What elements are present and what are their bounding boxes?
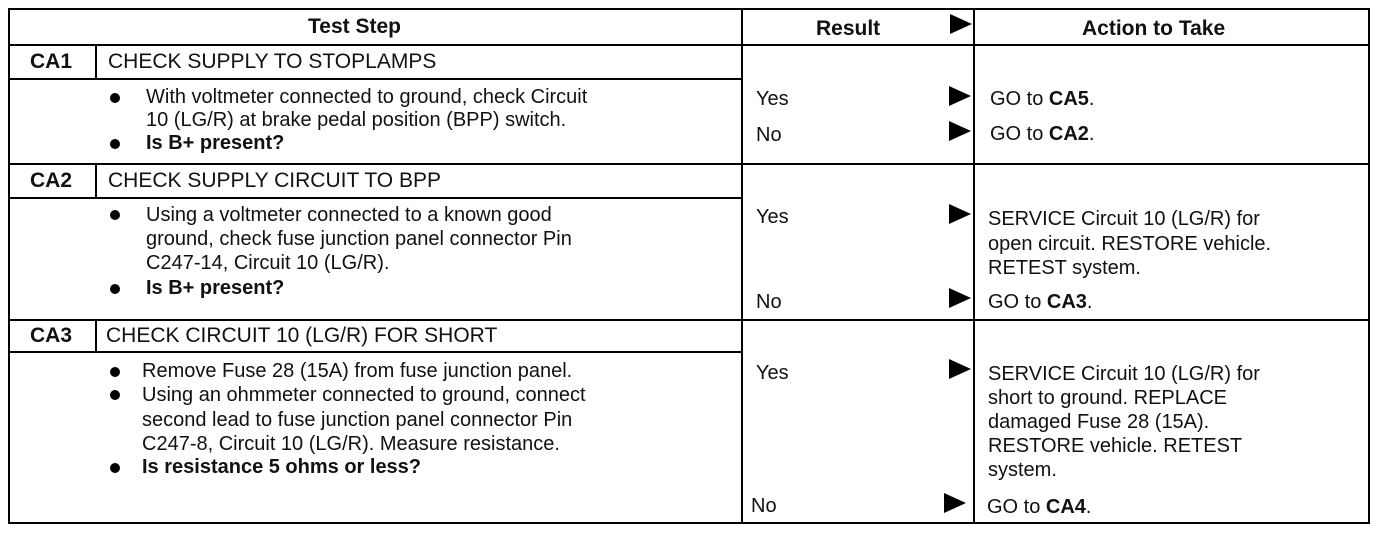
ca2-bullet-1-line-3: C247-14, Circuit 10 (LG/R). [146,252,390,274]
ca3-action-yes-line-3: damaged Fuse 28 (15A). [988,411,1210,433]
ca2-action-no: GO to CA3. [988,291,1093,313]
bullet-icon [110,210,120,220]
ca2-action-yes-line-2: open circuit. RESTORE vehicle. [988,233,1272,255]
bullet-icon [110,390,120,400]
bullet-icon [110,284,120,294]
ca2-bullet-1-line-2: ground, check fuse junction panel connector Pin [146,228,572,250]
bullet-icon [110,367,120,377]
ca1-bullet-1-line-1: With voltmeter connected to ground, check Circuit [146,86,588,108]
ca1-bottom-divider [8,163,1370,165]
header-arrow-icon [950,14,972,34]
arrow-icon [949,86,971,106]
ca3-bullet-2-line-2: second lead to fuse junction panel connector Pin [142,409,573,431]
ca2-title-divider [8,197,743,199]
step-title-ca1: CHECK SUPPLY TO STOPLAMPS [108,50,437,73]
header-result: Result [816,17,881,40]
ca1-bullet-2: Is B+ present? [146,132,285,154]
header-action: Action to Take [1082,17,1226,40]
header-divider [8,44,1370,46]
ca1-action-yes: GO to CA5. [990,88,1095,110]
ca1-title-divider [8,78,743,80]
ca3-action-yes-line-2: short to ground. REPLACE [988,387,1228,409]
ca3-action-yes-line-1: SERVICE Circuit 10 (LG/R) for [988,363,1260,385]
arrow-icon [944,493,966,513]
ca3-title-divider [8,351,743,353]
header-test-step: Test Step [308,15,401,38]
arrow-icon [949,288,971,308]
ca1-bullet-1-line-2: 10 (LG/R) at brake pedal position (BPP) switch. [146,109,567,131]
ca3-id-divider [95,319,97,351]
ca2-action-yes-line-3: RETEST system. [988,257,1141,279]
ca3-action-no: GO to CA4. [987,496,1092,518]
ca2-action-yes-line-1: SERVICE Circuit 10 (LG/R) for [988,208,1260,230]
step-title-ca2: CHECK SUPPLY CIRCUIT TO BPP [108,169,441,192]
step-title-ca3: CHECK CIRCUIT 10 (LG/R) FOR SHORT [106,324,498,347]
ca1-result-no: No [756,124,782,146]
arrow-icon [949,204,971,224]
step-id-ca3: CA3 [30,324,73,347]
ca3-action-yes-line-4: RESTORE vehicle. RETEST [988,435,1243,457]
ca1-id-divider [95,44,97,78]
step-id-ca1: CA1 [30,50,73,73]
ca3-bullet-3: Is resistance 5 ohms or less? [142,456,422,478]
ca2-bottom-divider [8,319,1370,321]
ca2-result-no: No [756,291,782,313]
ca3-action-yes-line-5: system. [988,459,1057,481]
ca3-result-yes: Yes [756,362,789,384]
ca2-id-divider [95,163,97,197]
arrow-icon [949,121,971,141]
step-id-ca2: CA2 [30,169,73,192]
ca3-bullet-2-line-3: C247-8, Circuit 10 (LG/R). Measure resistance. [142,433,560,455]
ca3-bullet-2-line-1: Using an ohmmeter connected to ground, connect [142,384,586,406]
action-column-divider [973,8,975,524]
ca3-result-no: No [751,495,777,517]
ca1-action-no: GO to CA2. [990,123,1095,145]
ca3-bullet-1: Remove Fuse 28 (15A) from fuse junction panel. [142,360,573,382]
ca2-bullet-2: Is B+ present? [146,277,285,299]
ca2-bullet-1-line-1: Using a voltmeter connected to a known good [146,204,552,226]
bullet-icon [110,93,120,103]
bullet-icon [110,463,120,473]
result-column-divider [741,8,743,524]
ca2-result-yes: Yes [756,206,789,228]
arrow-icon [949,359,971,379]
ca1-result-yes: Yes [756,88,789,110]
bullet-icon [110,139,120,149]
